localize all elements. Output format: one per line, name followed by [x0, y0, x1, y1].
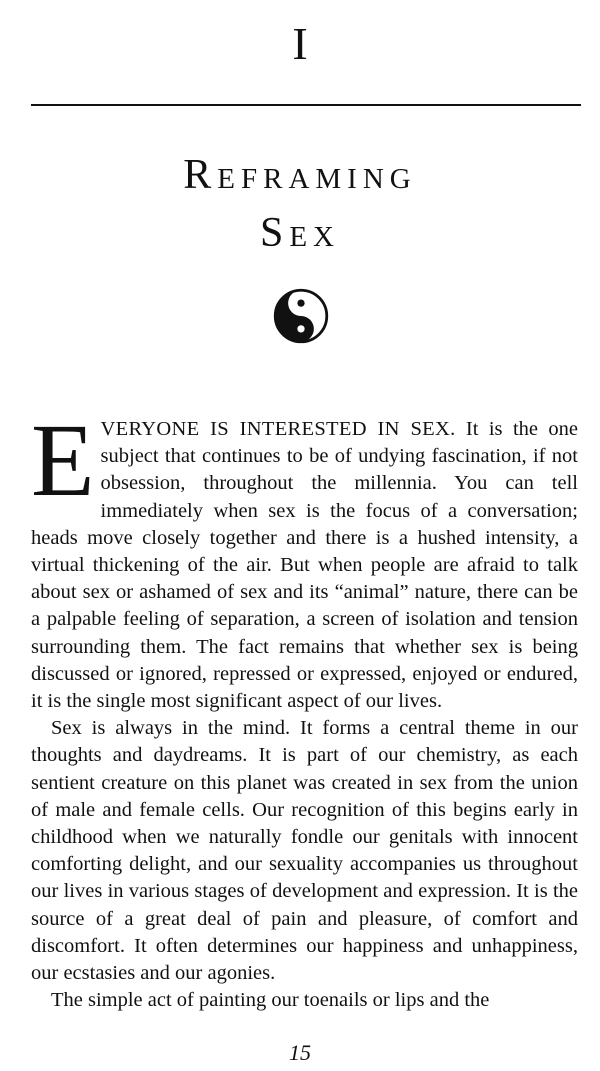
body-text — [31, 403, 578, 1014]
chapter-number: I — [292, 18, 308, 69]
paragraph-2: Sex is always in the mind. It forms a central theme in our thoughts and daydreams. It is part of our chemistry, as each sentient creature on this planet was created in sex from the union of male and female cells. Our recognition of this begins early in childhood when we naturally fondle our genitals with innocent comforting delight, and our sexuality accompanies us throughout our lives in various stages of development and expression. It is the source of a great deal of pain and pleasure, of comfort and discomfort. It often determines our happiness and unhappiness, our ecstasies and our agonies. — [31, 717, 578, 985]
paragraph-1-lead: VERYONE IS INTERESTED IN SEX. — [100, 418, 456, 440]
chapter-title-line-2: Sex — [259, 210, 340, 256]
chapter-title-line-1: Reframing — [183, 152, 417, 198]
drop-cap: E — [31, 403, 95, 518]
chapter-divider — [31, 104, 581, 106]
chapter-title — [0, 146, 600, 262]
paragraph-1-text: It is the one subject that continues to be of undying fascination, if not obsession, throughout the millennia. You can tell immediately when sex is the focus of a conversation; heads move closely together and there is a hushed intensity, a virtual thickening of the air. But when people are afraid to talk about sex or ashamed of sex and its “animal” nature, there can be a palpable feeling of separation, a screen of isolation and tension surrounding them. The fact remains that whether sex is being discussed or ignored, repressed or expressed, enjoyed or endured, it is the single most significant aspect of our lives. — [31, 418, 578, 713]
page-number: 15 — [289, 1040, 311, 1065]
paragraph-1 — [31, 403, 578, 715]
yin-yang-icon — [273, 288, 329, 344]
paragraph-3: The simple act of painting our toenails or lips and the — [51, 989, 490, 1012]
